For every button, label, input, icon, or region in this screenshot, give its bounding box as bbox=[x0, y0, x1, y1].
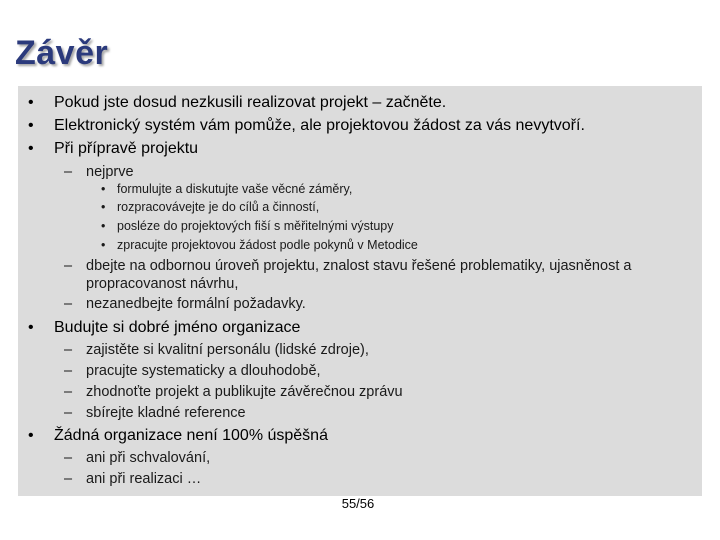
bullet-dot: • bbox=[28, 117, 34, 134]
subsub-item: rozpracovávejte je do cílů a činností, bbox=[117, 200, 320, 214]
bullet-4 bbox=[28, 319, 34, 337]
sub-item: zajistěte si kvalitní personálu (lidské zdroje), bbox=[86, 342, 369, 358]
sub-dash: – bbox=[64, 384, 73, 400]
bullet-1 bbox=[28, 94, 34, 112]
slide-title: Závěr bbox=[15, 34, 109, 72]
subsub-bullet: • bbox=[101, 182, 106, 196]
subsub-bullet: • bbox=[101, 200, 106, 214]
sub-dash: – bbox=[64, 164, 73, 180]
sub-item: ani při realizaci … bbox=[86, 471, 202, 487]
bullet-1-text: Pokud jste dosud nezkusili realizovat projekt – začněte. bbox=[54, 94, 447, 111]
sub-dash: – bbox=[64, 296, 73, 312]
bullet-3-text: Při přípravě projektu bbox=[54, 140, 199, 157]
sub-dash: – bbox=[64, 450, 73, 466]
bullet-dot: • bbox=[28, 140, 34, 157]
bullet-5-text: Žádná organizace není 100% úspěšná bbox=[54, 427, 328, 444]
sub-dash: – bbox=[64, 258, 73, 274]
sub-item: sbírejte kladné reference bbox=[86, 405, 246, 421]
sub-item-dbejte-line2: propracovanost návrhu, bbox=[86, 276, 239, 292]
bullet-3 bbox=[28, 140, 34, 158]
sub-dash: – bbox=[64, 405, 73, 421]
bullet-2-text: Elektronický systém vám pomůže, ale projektovou žádost za vás nevytvoří. bbox=[54, 117, 585, 134]
sub-item: zhodnoťte projekt a publikujte závěrečnou zprávu bbox=[86, 384, 403, 400]
subsub-bullet: • bbox=[101, 238, 106, 252]
bullet-4-text: Budujte si dobré jméno organizace bbox=[54, 319, 301, 336]
sub-item-nezanedbejte: nezanedbejte formální požadavky. bbox=[86, 296, 306, 312]
sub-item: ani při schvalování, bbox=[86, 450, 211, 466]
sub-item-nejprve: nejprve bbox=[86, 164, 134, 180]
sub-dash: – bbox=[64, 342, 73, 358]
sub-item: pracujte systematicky a dlouhodobě, bbox=[86, 363, 321, 379]
bullet-dot: • bbox=[28, 427, 34, 444]
page-number: 55/56 bbox=[341, 496, 375, 511]
subsub-bullet: • bbox=[101, 219, 106, 233]
bullet-2 bbox=[28, 117, 34, 135]
sub-dash: – bbox=[64, 471, 73, 487]
sub-dash: – bbox=[64, 363, 73, 379]
sub-item-dbejte-line1: dbejte na odbornou úroveň projektu, znalost stavu řešené problematiky, ujasněnost a bbox=[86, 258, 632, 274]
bullet-dot: • bbox=[28, 94, 34, 111]
subsub-item: formulujte a diskutujte vaše věcné záměry, bbox=[117, 182, 353, 196]
bullet-dot: • bbox=[28, 319, 34, 336]
bullet-5 bbox=[28, 427, 34, 445]
subsub-item: posléze do projektových fiší s měřitelnými výstupy bbox=[117, 219, 394, 233]
subsub-item: zpracujte projektovou žádost podle pokynů v Metodice bbox=[117, 238, 418, 252]
page-footer bbox=[0, 496, 720, 511]
